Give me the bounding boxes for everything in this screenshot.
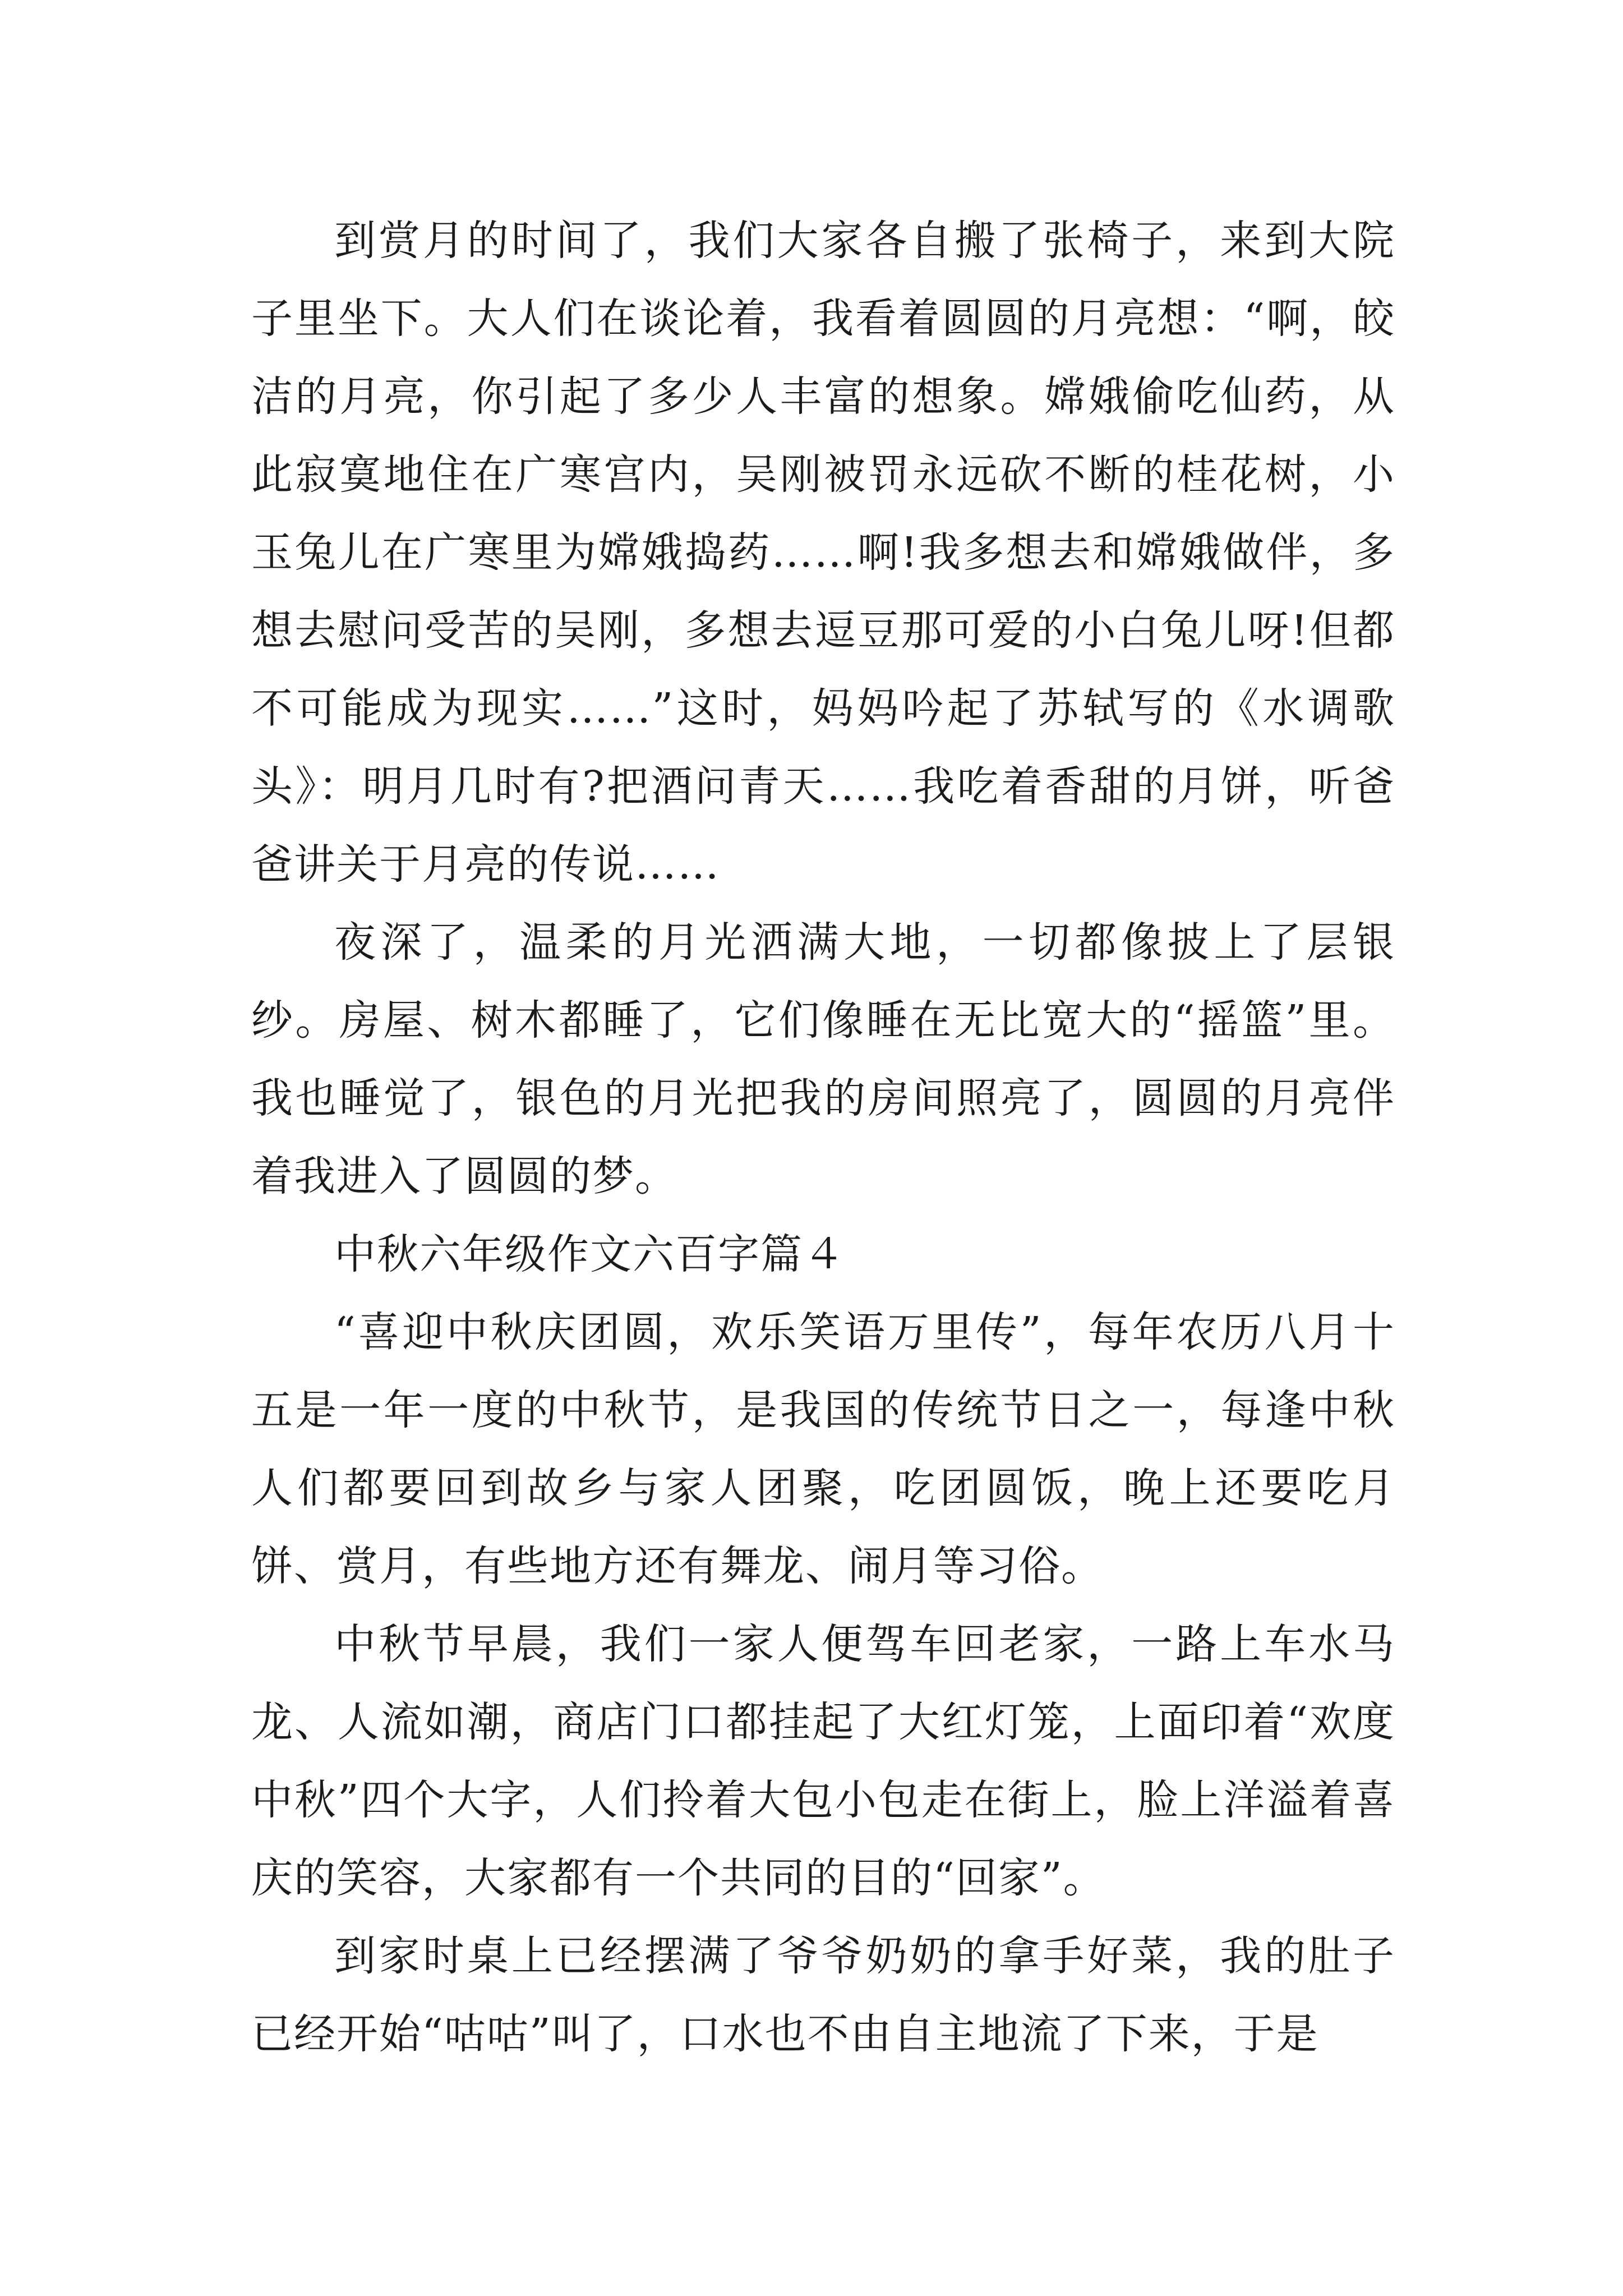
section-heading: 中秋六年级作文六百字篇４ (334, 1230, 846, 1278)
paragraph-moon-viewing: 到赏月的时间了，我们大家各自搬了张椅子，来到大院子里坐下。大人们在谈论着，我看着圆圆的月亮想：“啊，皎洁的月亮，你引起了多少人丰富的想象。嫦娥偷吃仙药，从此寂寞地住在广寒宫内，吴刚被罚永远砍不断的桂花树，小玉兔儿在广寒里为嫦娥捣药……啊!我多想去和嫦娥做伴，多想去慰问受苦的吴刚，多想去逗豆那可爱的小白兔儿呀!但都不可能成为现实……”这时，妈妈吟起了苏轼写的《水调歌头》：明月几时有?把酒问青天……我吃着香甜的月饼，听爸爸讲关于月亮的传说…… (251, 217, 1395, 889)
paragraph-festival-intro: “喜迎中秋庆团圆，欢乐笑语万里传”，每年农历八月十五是一年一度的中秋节，是我国的传统节日之一，每逢中秋人们都要回到故乡与家人团聚，吃团圆饭，晚上还要吃月饼、赏月，有些地方还有舞龙、闹月等习俗。 (251, 1308, 1395, 1590)
document-body (251, 202, 1395, 2073)
paragraph-night: 夜深了，温柔的月光洒满大地，一切都像披上了层银纱。房屋、树木都睡了，它们像睡在无比宽大的“摇篮”里。我也睡觉了，银色的月光把我的房间照亮了，圆圆的月亮伴着我进入了圆圆的梦。 (251, 918, 1395, 1200)
paragraph-morning-drive: 中秋节早晨，我们一家人便驾车回老家，一路上车水马龙、人流如潮，商店门口都挂起了大红灯笼，上面印着“欢度中秋”四个大字，人们拎着大包小包走在街上，脸上洋溢着喜庆的笑容，大家都有一个共同的目的“回家”。 (251, 1620, 1395, 1902)
paragraph-arrival: 到家时桌上已经摆满了爷爷奶奶的拿手好菜，我的肚子已经开始“咕咕”叫了，口水也不由自主地流了下来，于是 (251, 1932, 1395, 2058)
